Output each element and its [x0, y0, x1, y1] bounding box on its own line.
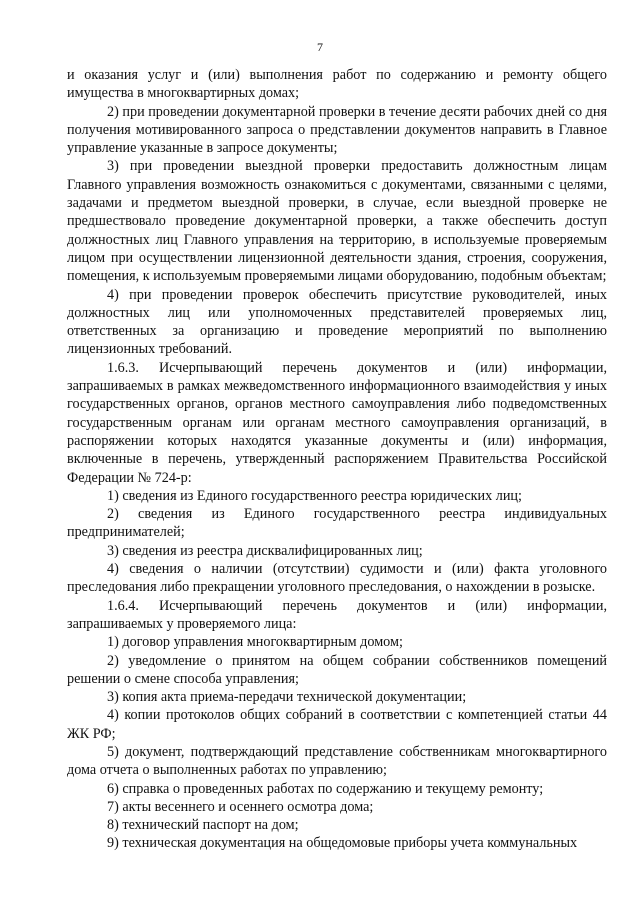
paragraph-list-item: 4) сведения о наличии (отсутствии) судимости и (или) факта уголовного преследования либо прекращении уголовного преследования, о нахождении в розыске. [67, 561, 607, 596]
paragraph-list-item: 7) акты весеннего и осеннего осмотра дома; [107, 798, 374, 815]
paragraph-item-2-documentary-check: 2) при проведении документарной проверки в течение десяти рабочих дней со дня получения мотивированного запроса о представлении документов направить в Главное управление указанные в запросе документы; [67, 103, 607, 157]
paragraph-list-item: 3) копия акта приема-передачи технической документации; [107, 689, 467, 706]
document-body [67, 66, 607, 853]
paragraph-section-1-6-3: 1.6.3. Исчерпывающий перечень документов и (или) информации, запрашиваемых в рамках межведомственного информационного взаимодействия у иных государственных органов, органов местного самоуправления либо подведомственных государственным органам или органам местного самоуправления организаций, в распоряжении которых находятся указанные документы и (или) информация, включенные в перечень, утвержденный распоряжением Правительства Российской Федерации № 724-р: [67, 359, 607, 486]
paragraph-list-item: 8) технический паспорт на дом; [107, 817, 299, 834]
paragraph-list-item: 1) сведения из Единого государственного реестра юридических лиц; [107, 487, 522, 504]
paragraph-list-item: 3) сведения из реестра дисквалифицированных лиц; [107, 542, 423, 559]
paragraph-item-3-onsite-check: 3) при проведении выездной проверки предоставить должностным лицам Главного управления возможность ознакомиться с документами, связанными с целями, задачами и предметом выездной проверки, в случае, если выездной проверке не предшествовало проведение документарной проверки, а также обеспечить доступ должностных лиц Главного управления на территорию, в используемые проверяемым лицом при осуществлении лицензионной деятельности здания, строения, сооружения, помещения, к используемым проверяемыми лицами оборудованию, подобным объектам; [67, 158, 607, 285]
paragraph-section-1-6-4: 1.6.4. Исчерпывающий перечень документов и (или) информации, запрашиваемых у проверяемого лица: [67, 597, 607, 632]
paragraph-list-item: 4) копии протоколов общих собраний в соответствии с компетенцией статьи 44 ЖК РФ; [67, 707, 607, 742]
paragraph-list-item: 1) договор управления многоквартирным домом; [107, 634, 403, 651]
paragraph-list-item: 9) техническая документация на общедомовые приборы учета коммунальных [107, 835, 578, 852]
paragraph-continuation: и оказания услуг и (или) выполнения работ по содержанию и ремонту общего имущества в многоквартирных домах; [67, 67, 607, 102]
paragraph-item-4-presence: 4) при проведении проверок обеспечить присутствие руководителей, иных должностных лиц или уполномоченных представителей проверяемых лиц, ответственных за организацию и проведение мероприятий по выполнению лицензионных требований. [67, 286, 607, 358]
page-number: 7 [317, 40, 323, 54]
paragraph-list-item: 2) уведомление о принятом на общем собрании собственников помещений решении о смене способа управления; [67, 652, 607, 687]
paragraph-list-item: 2) сведения из Единого государственного реестра индивидуальных предпринимателей; [67, 506, 607, 541]
paragraph-list-item: 5) документ, подтверждающий представление собственникам многоквартирного дома отчета о выполненных работах по управлению; [67, 743, 607, 779]
paragraph-list-item: 6) справка о проведенных работах по содержанию и текущему ремонту; [107, 780, 544, 797]
